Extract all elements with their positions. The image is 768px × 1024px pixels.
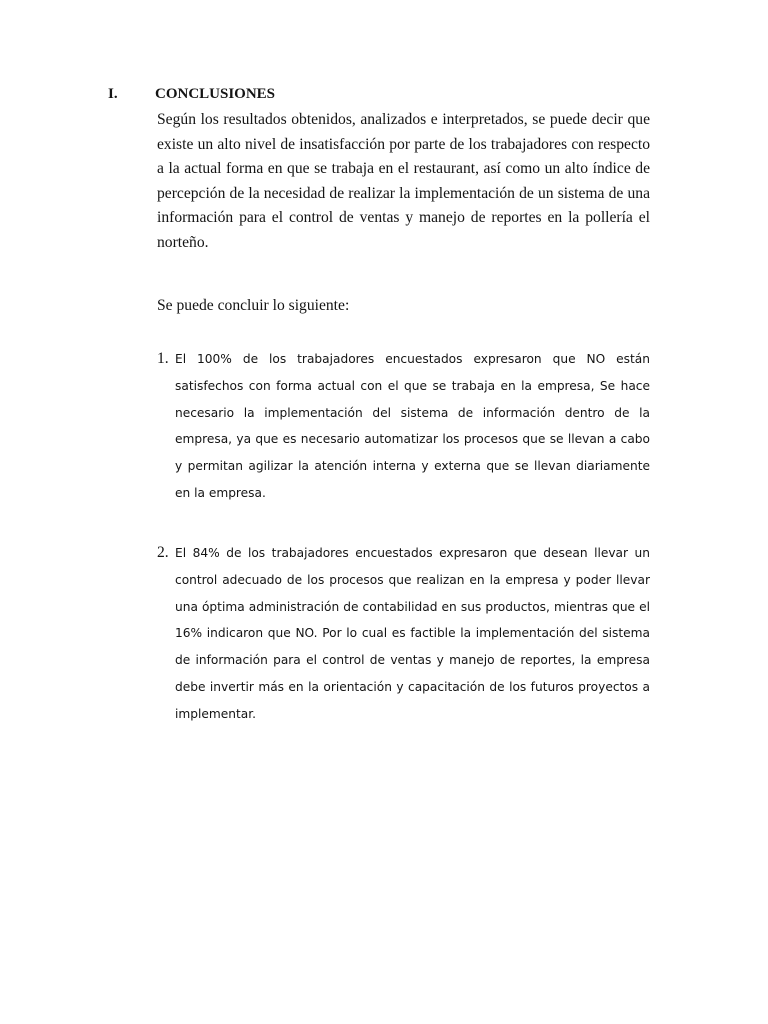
- section-numeral: I.: [108, 86, 118, 102]
- intro-paragraph: Según los resultados obtenidos, analizados e interpretados, se puede decir que existe un alto nivel de insatisfacción por parte de los trabajadores con respecto a la actual forma en que se trabaja en el restaurant, así como un alto índice de percepción de la necesidad de realizar la implementación de un sistema de una información para el control de ventas y manejo de reportes en la pollería el norteño.: [157, 111, 650, 251]
- item-number: 2.: [157, 544, 169, 561]
- section-heading: [108, 84, 275, 104]
- item-text: El 100% de los trabajadores encuestados expresaron que NO están satisfechos con forma actual con el que se trabaja en la empresa, Se hace necesario la implementación del sistema de información dentro de la empresa, ya que es necesario automatizar los procesos que se llevan a cabo y permitan agilizar la atención interna y externa que se llevan diariamente en la empresa.: [175, 352, 650, 500]
- conclusion-item: [157, 346, 650, 507]
- section-title: CONCLUSIONES: [155, 86, 276, 102]
- conclusion-item: [157, 540, 650, 728]
- lead-sentence: Se puede concluir lo siguiente:: [157, 297, 350, 314]
- item-number: 1.: [157, 350, 169, 367]
- item-text: El 84% de los trabajadores encuestados expresaron que desean llevar un control adecuado de los procesos que realizan en la empresa y poder llevar una óptima administración de contabilidad en sus productos, mientras que el 16% indicaron que NO. Por lo cual es factible la implementación del sistema de información para el control de ventas y manejo de reportes, la empresa debe invertir más en la orientación y capacitación de los futuros proyectos a implementar.: [175, 546, 650, 721]
